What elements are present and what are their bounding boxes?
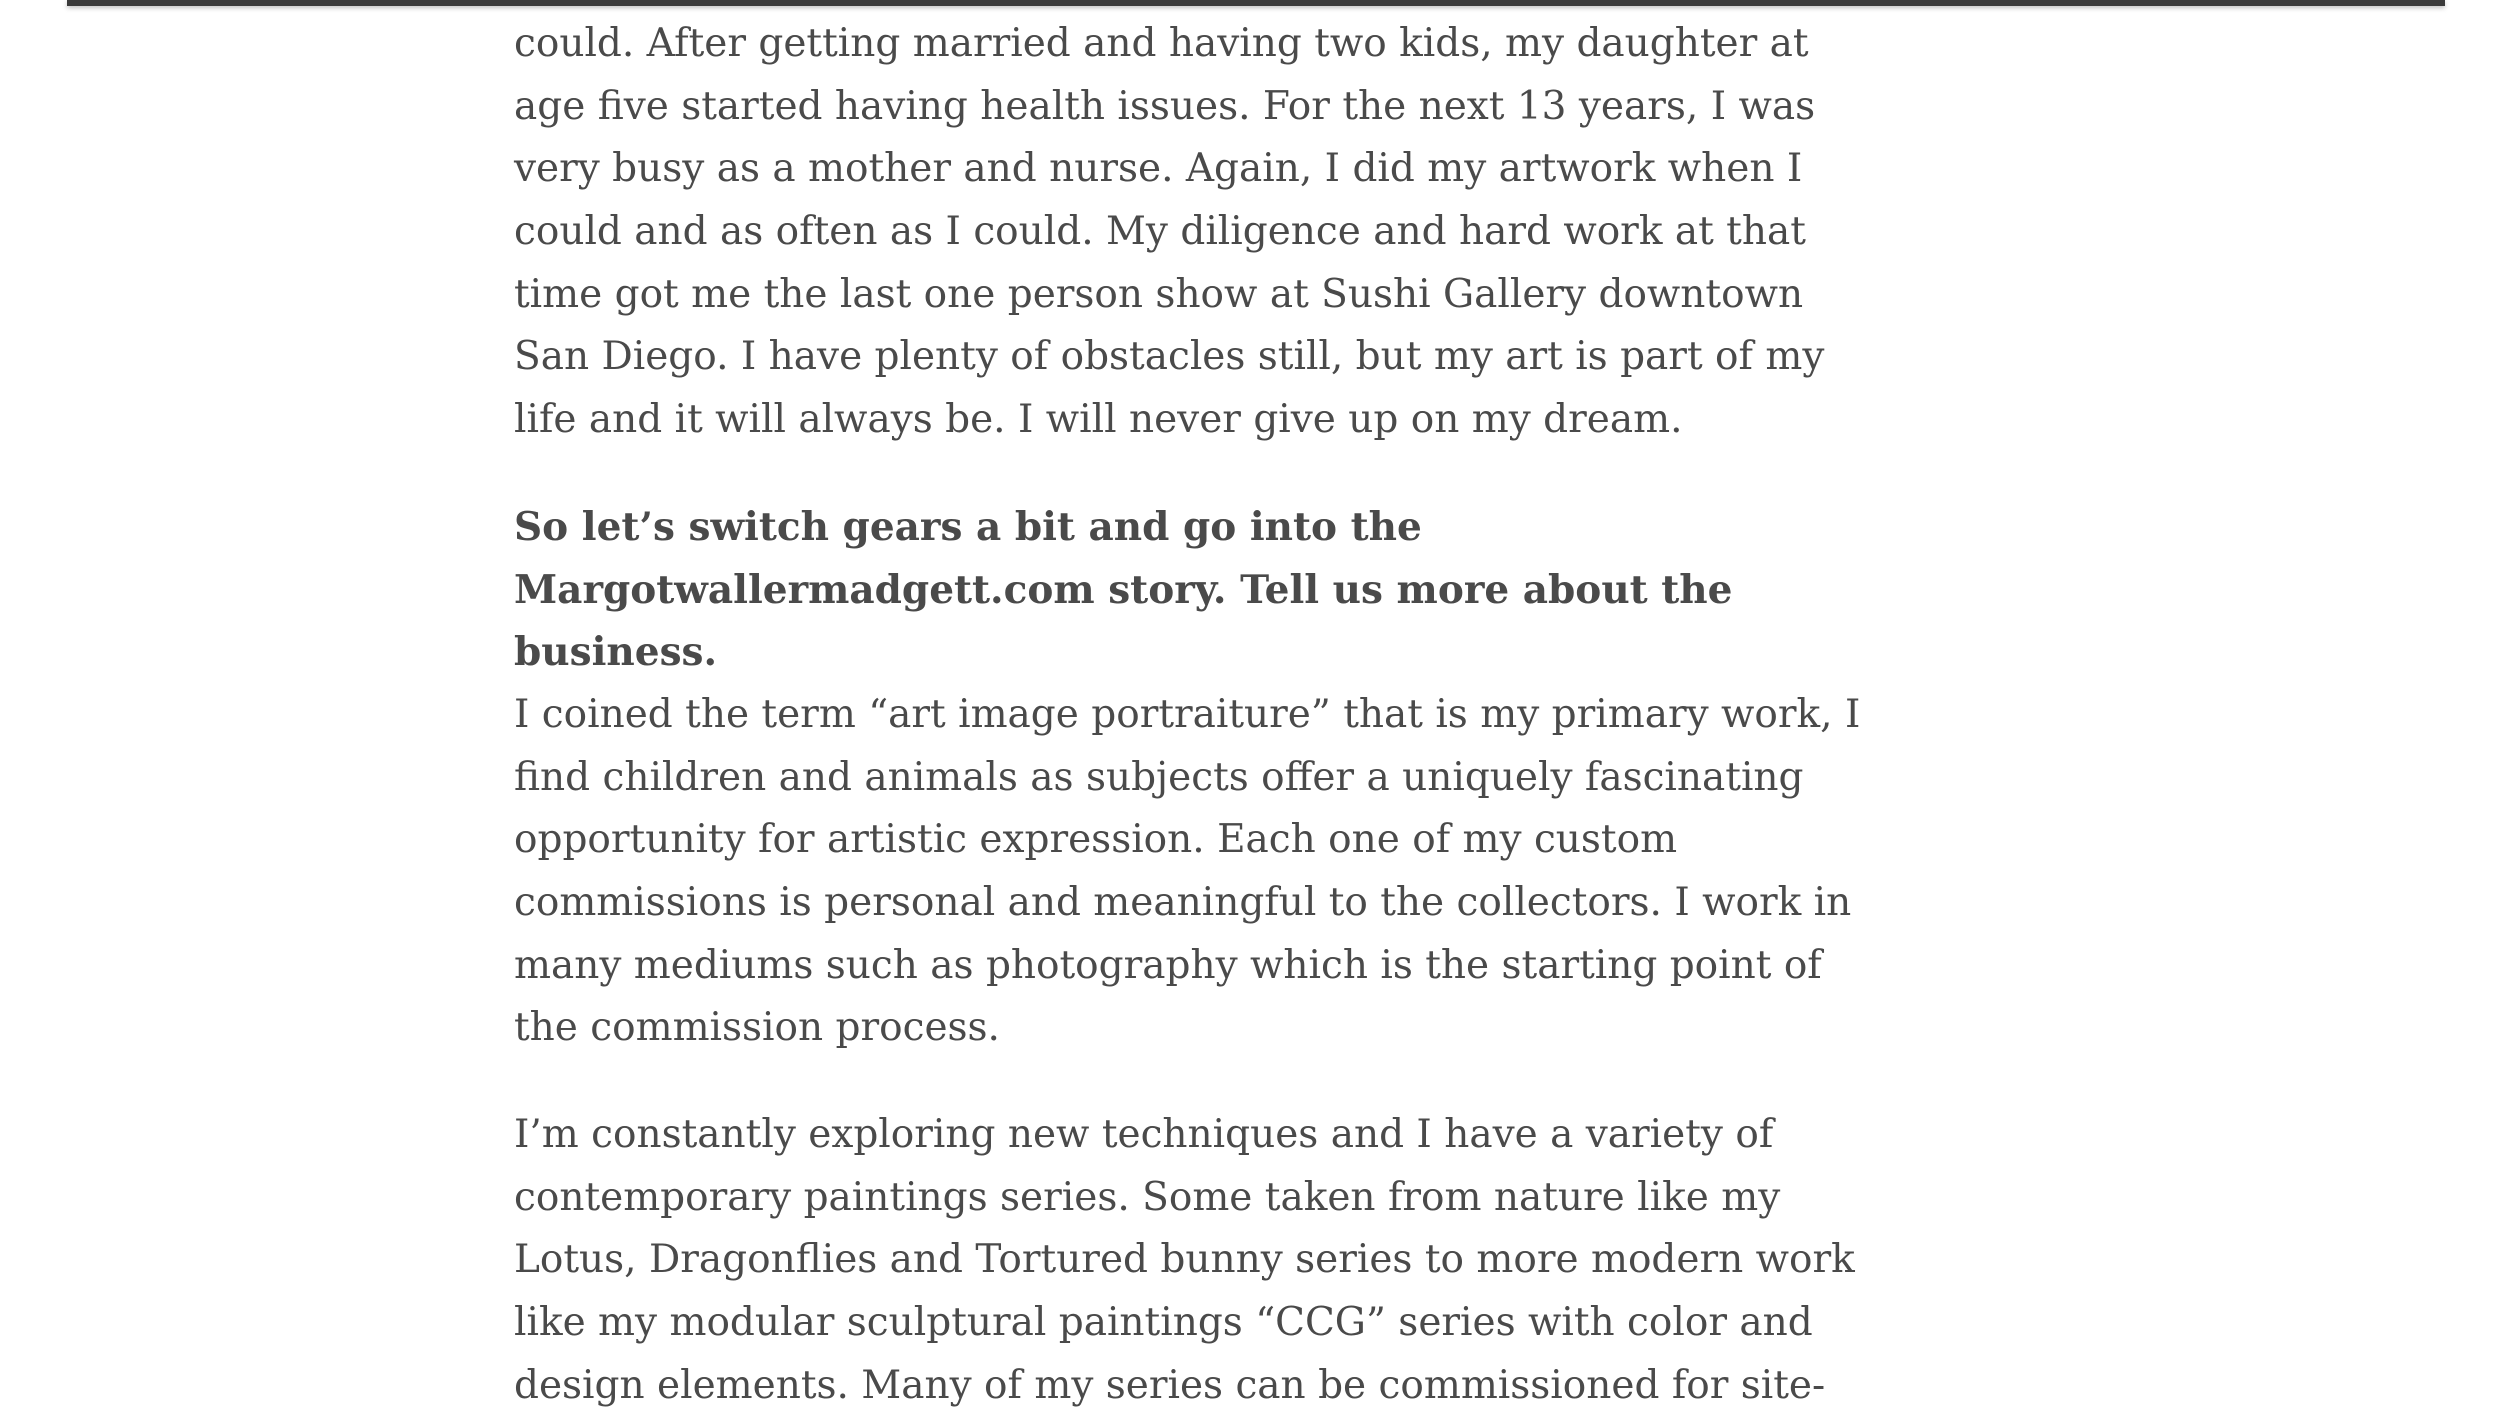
text-line: age five started having health issues. For the next 13 years, I was bbox=[514, 83, 1816, 129]
text-line: commissions is personal and meaningful to the collectors. I work in bbox=[514, 879, 1852, 925]
text-line: design elements. Many of my series can be commissioned for site- bbox=[514, 1362, 1826, 1408]
text-line: find children and animals as subjects offer a uniquely fascinating bbox=[514, 754, 1804, 800]
text-line: like my modular sculptural paintings “CCG” series with color and bbox=[514, 1300, 1813, 1346]
top-header-bar bbox=[67, 0, 2445, 6]
text-line: life and it will always be. I will never give up on my dream. bbox=[514, 397, 1683, 443]
paragraph-techniques bbox=[514, 1104, 1855, 1409]
question-line: So let’s switch gears a bit and go into the bbox=[514, 503, 1422, 550]
text-line: San Diego. I have plenty of obstacles still, but my art is part of my bbox=[514, 334, 1825, 380]
paragraph-spacer bbox=[514, 1060, 1714, 1104]
text-line: very busy as a mother and nurse. Again, I did my artwork when I bbox=[514, 146, 1803, 192]
text-line: contemporary paintings series. Some taken from nature like my bbox=[514, 1174, 1781, 1220]
text-line: Lotus, Dragonflies and Tortured bunny series to more modern work bbox=[514, 1237, 1855, 1283]
article-body bbox=[514, 13, 1861, 1409]
interview-question bbox=[514, 496, 1733, 684]
text-line: could and as often as I could. My diligence and hard work at that bbox=[514, 209, 1806, 255]
paragraph-artist-background bbox=[514, 13, 1825, 452]
text-line: could. After getting married and having two kids, my daughter at bbox=[514, 21, 1809, 66]
text-line: opportunity for artistic expression. Each one of my custom bbox=[514, 817, 1678, 863]
text-line: time got me the last one person show at Sushi Gallery downtown bbox=[514, 271, 1804, 317]
text-line: the commission process. bbox=[514, 1005, 1000, 1051]
text-line: I’m constantly exploring new techniques and I have a variety of bbox=[514, 1112, 1774, 1157]
question-line: Margotwallermadgett.com story. Tell us more about the bbox=[514, 566, 1733, 613]
paragraph-spacer bbox=[514, 452, 1714, 496]
question-line: business. bbox=[514, 629, 718, 676]
text-line: many mediums such as photography which is the starting point of bbox=[514, 942, 1822, 988]
paragraph-business-answer bbox=[514, 684, 1861, 1060]
text-line: I coined the term “art image portraiture” that is my primary work, I bbox=[514, 691, 1861, 737]
